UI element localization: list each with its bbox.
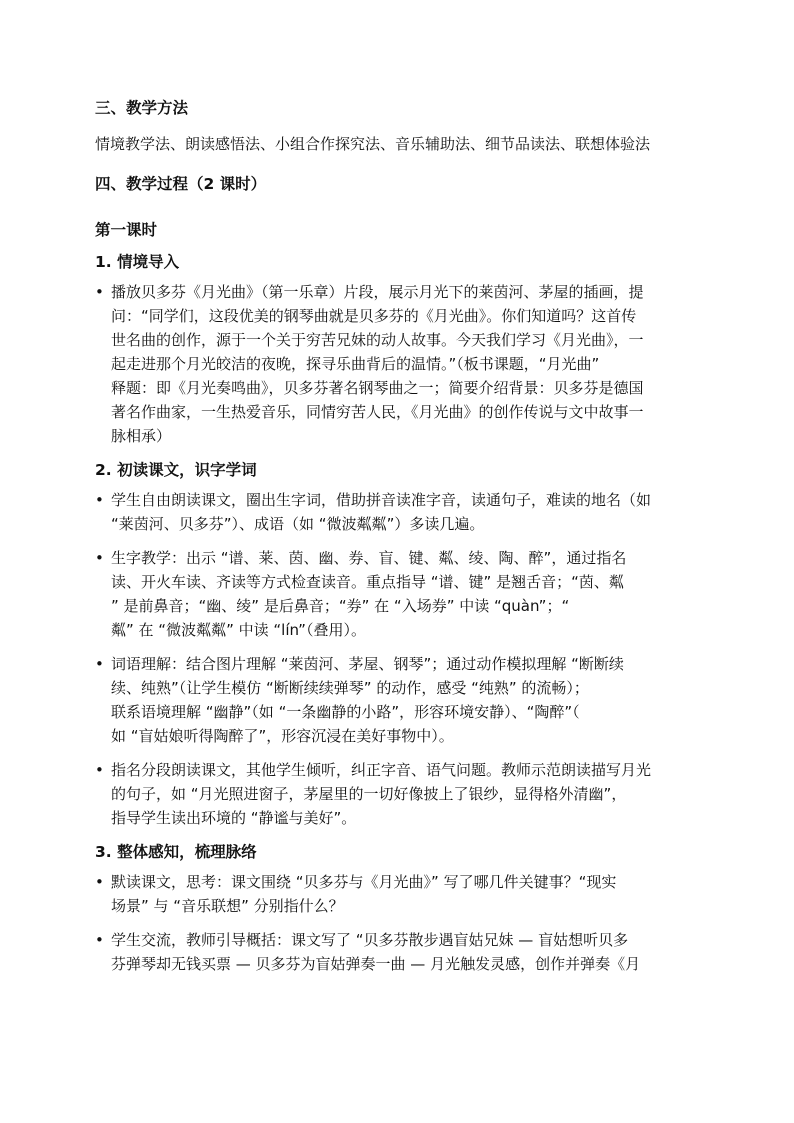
list-item (95, 488, 700, 536)
list-item (95, 928, 700, 976)
text-line: 学生交流，教师引导概括：课文写了 “贝多芬散步遇盲姑兄妹 — 盲姑想听贝多 (111, 931, 629, 949)
lesson-title: 第一课时 (95, 221, 158, 239)
text-line: 粼” 在 “微波粼粼” 中读 “lín”（叠用）。 (111, 621, 366, 639)
text-line: 读、开火车读、齐读等方式检查读音。重点指导 “谱、键” 是翘舌音；“茵、粼 (111, 573, 624, 591)
text-line: 场景” 与 “音乐联想” 分别指什么？ (111, 897, 344, 915)
text-line: 词语理解：结合图片理解 “莱茵河、茅屋、钢琴”；通过动作模拟理解 “断断续 (111, 655, 624, 673)
list-item (95, 546, 700, 642)
document-page (95, 92, 700, 986)
step2-list (95, 488, 700, 830)
step1-list (95, 280, 700, 448)
step3-title: 3. 整体感知，梳理脉络 (95, 843, 257, 861)
list-item (95, 870, 700, 918)
text-line: 著名作曲家，一生热爱音乐，同情穷苦人民，《月光曲》的创作传说与文中故事一 (111, 403, 644, 421)
text-line: 指导学生读出环境的 “静谧与美好”。 (111, 809, 357, 827)
text-line: 的句子，如 “月光照进窗子，茅屋里的一切好像披上了银纱，显得格外清幽”， (111, 785, 627, 803)
bullet-icon: • (95, 491, 104, 509)
step3-list (95, 870, 700, 976)
text-line: 如 “盲姑娘听得陶醉了”，形容沉浸在美好事物中）。 (111, 727, 454, 745)
list-item (95, 652, 700, 748)
bullet-icon: • (95, 283, 104, 301)
text-line: “莱茵河、贝多芬”）、成语（如 “微波粼粼”）多读几遍。 (111, 515, 485, 533)
text-line: 默读课文，思考：课文围绕 “贝多芬与《月光曲》” 写了哪几件关键事？“现实 (111, 873, 617, 891)
section4-heading: 四、教学过程（2 课时） (95, 175, 267, 193)
bullet-icon: • (95, 931, 104, 949)
step2-title: 2. 初读课文，识字学词 (95, 461, 257, 479)
text-line: 问：“同学们，这段优美的钢琴曲就是贝多芬的《月光曲》。你们知道吗？这首传 (111, 307, 637, 325)
text-line: 芬弹琴却无钱买票 — 贝多芬为盲姑弹奏一曲 — 月光触发灵感，创作并弹奏《月 (111, 955, 641, 973)
text-line: 脉相承） (111, 427, 172, 445)
text-line: 联系语境理解 “幽静”（如 “一条幽静的小路”，形容环境安静）、“陶醉”（ (111, 703, 580, 721)
bullet-icon: • (95, 549, 104, 567)
text-line: 世名曲的创作，源于一个关于穷苦兄妹的动人故事。今天我们学习《月光曲》，一 (111, 331, 644, 349)
text-line: ” 是前鼻音；“幽、绫” 是后鼻音；“券” 在 “入场券” 中读 “quàn”；“ (111, 597, 570, 615)
text-line: 生字教学：出示 “谱、莱、茵、幽、券、盲、键、粼、绫、陶、醉”，通过指名 (111, 549, 627, 567)
section3-heading: 三、教学方法 (95, 99, 189, 117)
text-line: 续、纯熟”（让学生模仿 “断断续续弹琴” 的动作，感受 “纯熟” 的流畅）； (111, 679, 589, 697)
section3-methods: 情境教学法、朗读感悟法、小组合作探究法、音乐辅助法、细节品读法、联想体验法 (95, 135, 651, 153)
text-line: 释题：即《月光奏鸣曲》，贝多芬著名钢琴曲之一；简要介绍背景：贝多芬是德国 (111, 379, 644, 397)
list-item (95, 758, 700, 830)
bullet-icon: • (95, 873, 104, 891)
text-line: 播放贝多芬《月光曲》（第一乐章）片段，展示月光下的莱茵河、茅屋的插画，提 (111, 283, 644, 301)
list-item (95, 280, 700, 448)
text-line: 学生自由朗读课文，圈出生字词，借助拼音读准字音，读通句子，难读的地名（如 (111, 491, 652, 509)
text-line: 起走进那个月光皎洁的夜晚，探寻乐曲背后的温情。”（板书课题，“月光曲” (111, 355, 600, 373)
bullet-icon: • (95, 761, 104, 779)
text-line: 指名分段朗读课文，其他学生倾听，纠正字音、语气问题。教师示范朗读描写月光 (111, 761, 652, 779)
step1-title: 1. 情境导入 (95, 253, 180, 271)
bullet-icon: • (95, 655, 104, 673)
